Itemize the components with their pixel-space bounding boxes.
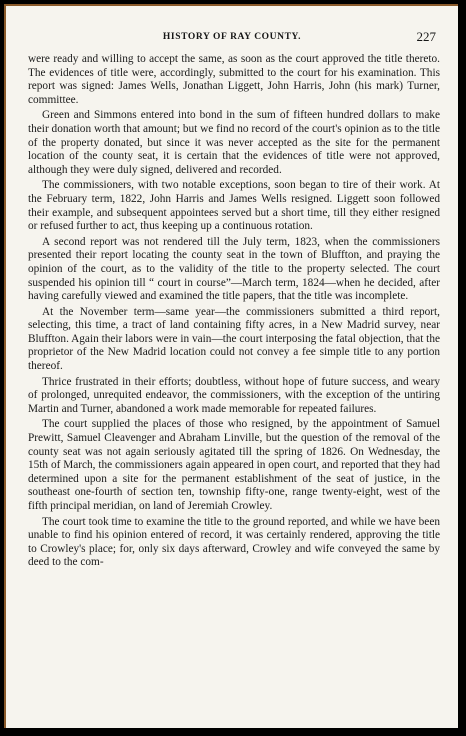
running-title: HISTORY OF RAY COUNTY. xyxy=(162,32,302,42)
page-number: 227 xyxy=(416,29,436,44)
book-page xyxy=(6,6,458,728)
page-header xyxy=(6,29,458,48)
paragraph-6: Thrice frustrated in their efforts; doubtless, without hope of future success, and weary of prolonged, unrequited endeavor, the commissioners, with the exception of the untiring Martin and Turner, abandoned a work made memorable for repeated failures. xyxy=(28,375,440,415)
paragraph-7: The court supplied the places of those who resigned, by the appointment of Samuel Prewitt, Samuel Cleavenger and Abraham Linville, but the question of the removal of the county seat was not again seriously agitated till the spring of 1826. On Wednesday, the 15th of March, the commissioners again appeared in open court, and reported that they had determined upon a site for the permanent establishment of the seat of justice, in the southeast one-fourth of section ten, township fifty-one, range twenty-eight, west of the fifth principal meridian, on land of Jeremiah Crowley. xyxy=(28,418,440,512)
paragraph-8: The court took time to examine the title to the ground reported, and while we have been unable to find his opinion entered of record, it was certainly rendered, approving the title to Crowley's place; for, only six days afterward, Crowley and wife conveyed the same by deed to the com- xyxy=(28,515,440,569)
paragraph-2: Green and Simmons entered into bond in the sum of fifteen hundred dollars to make their donation worth that amount; but we find no record of the court's opinion as to the title of the property donated, but since it was never accepted as the site for the permanent location of the county seat, it is certain that the evidences of title were not approved, although they were duly signed, delivered and recorded. xyxy=(28,109,440,176)
paragraph-4: A second report was not rendered till the July term, 1823, when the commissioners presented their report locating the county seat in the town of Bluffton, and praying the opinion of the court, as to the validity of the title to the property selected. The court suspended his opinion till “ court in course”—March term, 1824—when he decided, after having carefully viewed and examined the title papers, that the title was incomplete. xyxy=(28,235,440,303)
paragraph-1: were ready and willing to accept the same, as soon as the court approved the title thereto. The evidences of title were, accordingly, submitted to the court for his examination. This report was signed: James Wells, Jonathan Liggett, John Harris, John (his mark) Turner, committee. xyxy=(28,53,440,106)
body-text xyxy=(28,53,440,572)
paragraph-5: At the November term—same year—the commissioners submitted a third report, selecting, this time, a tract of land containing fifty acres, in a New Madrid survey, near Bluffton. Again their labors were in vain—the court interposing the fatal objection, that the proprietor of the New Madrid location could not convey a fee simple title to any portion thereof. xyxy=(28,305,440,373)
paragraph-3: The commissioners, with two notable exceptions, soon began to tire of their work. At the February term, 1822, John Harris and James Wells resigned. Liggett soon followed their example, and subsequent appointees served but a short time, till they either resigned or refused further to act, thus keeping up a continuous rotation. xyxy=(28,179,440,233)
